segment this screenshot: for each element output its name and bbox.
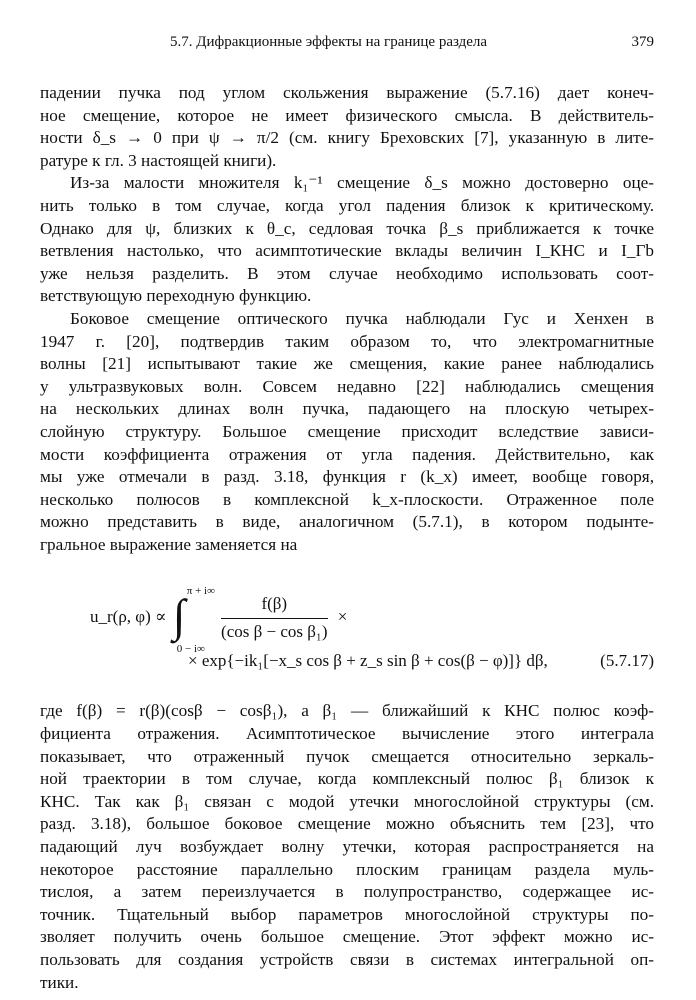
equation-number: (5.7.17) <box>600 651 654 671</box>
integral-lower-limit: 0 − i∞ <box>176 643 205 656</box>
paragraph-4 <box>40 700 654 994</box>
text-line: падающий луч возбуждает волну утечки, которая распространяется на <box>40 837 654 857</box>
text-line: тислоя, а затем переизлучается в полупространство, содержащее ис- <box>40 882 654 902</box>
text-line: мы уже отмечали в разд. 3.18, функция r (k_x) имеет, вообще говоря, <box>40 467 654 487</box>
text-line: ратуре к гл. 3 настоящей книги). <box>40 150 277 170</box>
equation-lhs: u_r(ρ, φ) ∝ <box>90 607 167 627</box>
text-line: Однако для ψ, близких к θ_c, седловая точка β_s приближается к точке <box>40 218 654 238</box>
fraction-numerator: f(β) <box>221 593 327 619</box>
integral-upper-limit: π + i∞ <box>186 585 215 598</box>
text-line: падении пучка под углом скольжения выражение (5.7.16) дает конеч- <box>40 83 654 102</box>
equation-5-7-17 <box>40 570 654 688</box>
fraction-denominator: (cos β − cos β₁) <box>221 621 328 641</box>
equation-line-2: × exp{−ik₁[−x_s cos β + z_s sin β + cos(β − φ)]} dβ, <box>188 651 548 671</box>
text-line: Из-за малости множителя k₁⁻¹ смещение δ_s можно достоверно оце- <box>70 173 654 193</box>
text-line: Боковое смещение оптического пучка наблюдали Гус и Хенхен в <box>70 308 654 328</box>
text-line: волны [21] испытывают такие же смещения, какие ранее наблюдались <box>40 354 654 374</box>
page-number: 379 <box>631 34 654 50</box>
running-header <box>40 30 654 54</box>
text-line: ной траектории в том случае, когда комплексный полюс β₁ близок к <box>40 769 654 789</box>
text-line: на нескольких длинах волн пучка, падающего на плоскую четырех- <box>40 399 654 419</box>
text-line: у ультразвуковых волн. Совсем недавно [22] наблюдались смещения <box>40 376 654 396</box>
text-line: зволяет получить очень большое смещение. Этот эффект можно ис- <box>40 927 654 947</box>
text-line: ности δ_s → 0 при ψ → π/2 (см. книгу Бреховских [7], указанную в лите- <box>40 128 654 148</box>
text-line: нить только в том случае, когда угол падения близок к критическому. <box>40 195 654 215</box>
text-line: 1947 г. [20], подтвердив таким образом то, что электромагнитные <box>40 331 654 351</box>
fraction <box>221 593 327 643</box>
text-line: уже нельзя разделить. В этом случае необходимо использовать соот- <box>40 263 654 283</box>
times-sign: × <box>337 607 348 627</box>
text-line: где f(β) = r(β)(cosβ − cosβ₁), а β₁ — ближайший к КНС полюс коэф- <box>40 701 654 721</box>
text-line: пользовать для создания устройств связи в системах интегральной оп- <box>40 950 654 969</box>
text-line: гральное выражение заменяется на <box>40 534 298 554</box>
text-line: точник. Тщательный выбор параметров многослойной структуры по- <box>40 904 654 924</box>
paragraph-1 <box>40 82 654 172</box>
section-title: 5.7. Дифракционные эффекты на границе раздела <box>170 34 488 50</box>
main-text <box>40 82 654 994</box>
text-line: некоторое расстояние параллельно плоским границам раздела муль- <box>40 859 654 879</box>
integral-sign: ∫ π + i∞ 0 − i∞ <box>171 588 211 648</box>
equation-line-1 <box>90 585 348 656</box>
text-line: можно представить в виде, аналогичном (5.7.1), в котором подынте- <box>40 512 654 532</box>
paragraph-2 <box>40 172 654 308</box>
text-line: слойную структуру. Большое смещение присходит вследствие зависи- <box>40 421 654 441</box>
text-line: ветвления настолько, что асимптотические вклады величин I_КНС и I_Γb <box>40 241 654 261</box>
text-line: тики. <box>40 972 79 992</box>
text-line: несколько полюсов в комплексной k_x-плоскости. Отраженное поле <box>40 489 654 509</box>
text-line: КНС. Так как β₁ связан с модой утечки многослойной структуры (см. <box>40 791 654 811</box>
text-line: ное смещение, которое не имеет физического смысла. В действитель- <box>40 105 654 125</box>
text-line: показывает, что отраженный пучок смещается относительно зеркаль- <box>40 746 654 766</box>
paragraph-3 <box>40 308 654 557</box>
text-line: разд. 3.18), большое боковое смещение можно объяснить тем [23], что <box>40 814 654 834</box>
text-line: мости коэффициента отражения от угла падения. Действительно, как <box>40 444 654 464</box>
text-line: фициента отражения. Асимптотическое вычисление этого интеграла <box>40 724 654 744</box>
text-line: ветствующую переходную функцию. <box>40 286 312 306</box>
